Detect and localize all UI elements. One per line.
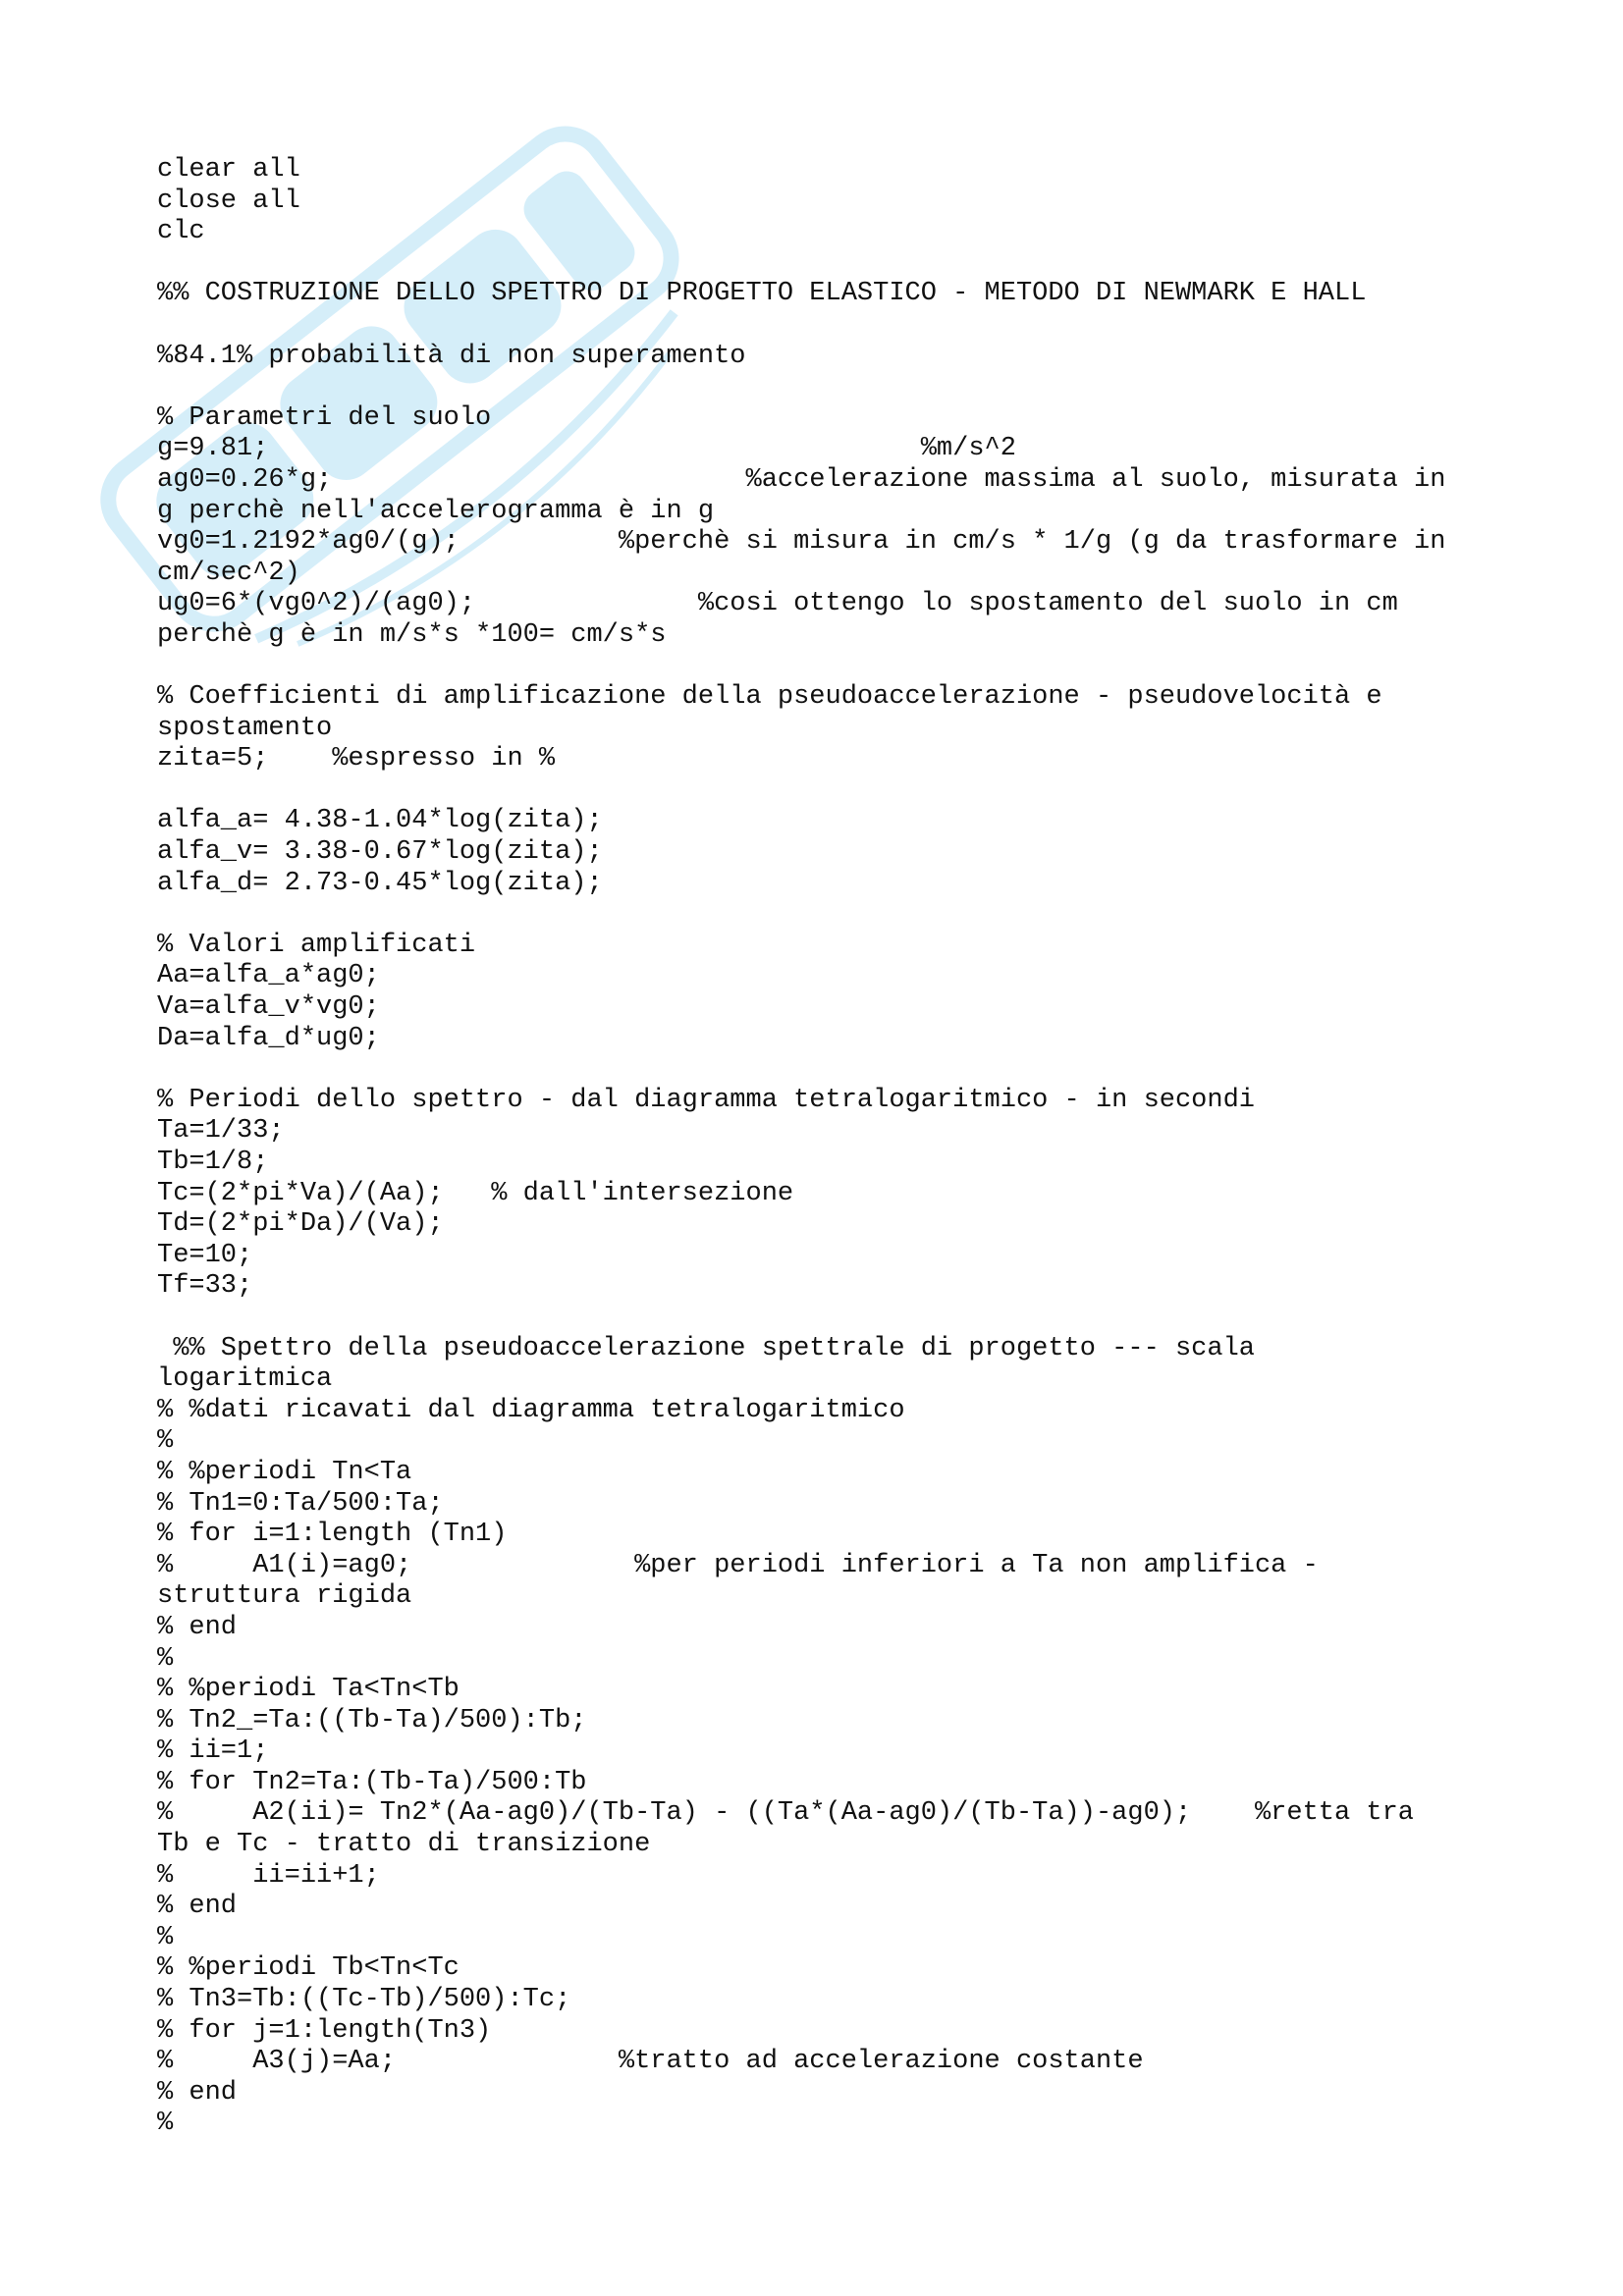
code-line: % %periodi Tn<Ta <box>157 1457 412 1487</box>
code-line: % A2(ii)= Tn2*(Aa-ag0)/(Tb-Ta) - ((Ta*(Aa-ag0)/(Tb-Ta))-ag0); %retta tra <box>157 1798 1415 1829</box>
code-line: Va=alfa_v*vg0; <box>157 992 380 1023</box>
code-line: zita=5; %espresso in % <box>157 744 556 774</box>
code-line <box>157 899 1492 931</box>
code-line: % Coefficienti di amplificazione della pseudoaccelerazione - pseudovelocità e <box>157 682 1382 713</box>
code-line: perchè g è in m/s*s *100= cm/s*s <box>157 619 667 650</box>
code-line <box>157 310 1492 342</box>
code-line: ag0=0.26*g; %accelerazione massima al suolo, misurata in <box>157 464 1446 495</box>
code-line: vg0=1.2192*ag0/(g); %perchè si misura in cm/s * 1/g (g da trasformare in <box>157 527 1446 558</box>
code-line: %% COSTRUZIONE DELLO SPETTRO DI PROGETTO ELASTICO - METODO DI NEWMARK E HALL <box>157 279 1367 309</box>
code-line <box>157 1054 1492 1086</box>
code-line: % Parametri del suolo <box>157 402 492 433</box>
code-line: % %periodi Tb<Tn<Tc <box>157 1953 460 1984</box>
code-line: Tf=33; <box>157 1271 253 1302</box>
code-line: % %periodi Ta<Tn<Tb <box>157 1675 460 1705</box>
code-line: % <box>157 1426 174 1457</box>
code-line: % end <box>157 1612 238 1642</box>
code-line: % ii=ii+1; <box>157 1860 380 1891</box>
code-line <box>157 1303 1492 1334</box>
code-line: %% Spettro della pseudoaccelerazione spettrale di progetto --- scala <box>157 1333 1255 1363</box>
code-line: ug0=6*(vg0^2)/(ag0); %cosi ottengo lo spostamento del suolo in cm <box>157 589 1398 619</box>
code-line: % for i=1:length (Tn1) <box>157 1520 508 1550</box>
code-line: Td=(2*pi*Da)/(Va); <box>157 1209 444 1240</box>
code-line: % <box>157 1643 174 1674</box>
code-line <box>157 372 1492 403</box>
code-line: %84.1% probabilità di non superamento <box>157 341 746 371</box>
code-line <box>157 775 1492 807</box>
code-line <box>157 248 1492 280</box>
code-line: % <box>157 2109 174 2139</box>
code-line <box>157 652 1492 683</box>
code-line: g=9.81; %m/s^2 <box>157 434 1016 464</box>
code-line: Aa=alfa_a*ag0; <box>157 961 380 991</box>
code-line: spostamento <box>157 713 333 743</box>
code-line: % for Tn2=Ta:(Tb-Ta)/500:Tb <box>157 1767 587 1797</box>
code-line: alfa_d= 2.73-0.45*log(zita); <box>157 868 603 898</box>
code-line: % A1(i)=ag0; %per periodi inferiori a Ta non amplifica - <box>157 1550 1319 1580</box>
code-line: % ii=1; <box>157 1736 269 1767</box>
code-line: Te=10; <box>157 1240 253 1270</box>
code-line: % Valori amplificati <box>157 930 476 960</box>
code-line: clc <box>157 217 205 247</box>
code-line: g perchè nell'accelerogramma è in g <box>157 496 715 526</box>
code-line: alfa_v= 3.38-0.67*log(zita); <box>157 837 603 868</box>
code-line: % A3(j)=Aa; %tratto ad accelerazione costante <box>157 2047 1144 2077</box>
code-line: % %dati ricavati dal diagramma tetralogaritmico <box>157 1395 905 1425</box>
code-line: Ta=1/33; <box>157 1116 285 1147</box>
code-line: % Periodi dello spettro - dal diagramma tetralogaritmico - in secondi <box>157 1085 1255 1115</box>
matlab-code-listing <box>157 155 1492 2140</box>
code-line: Tc=(2*pi*Va)/(Aa); % dall'intersezione <box>157 1178 794 1208</box>
code-line: clear all <box>157 155 300 185</box>
code-line: Da=alfa_d*ug0; <box>157 1023 380 1053</box>
code-line: Tb e Tc - tratto di transizione <box>157 1830 651 1860</box>
code-line: struttura rigida <box>157 1581 412 1612</box>
code-line: % <box>157 1922 174 1952</box>
code-line: cm/sec^2) <box>157 558 300 588</box>
code-line: % Tn3=Tb:((Tc-Tb)/500):Tc; <box>157 1985 571 2015</box>
code-line: close all <box>157 186 300 216</box>
code-line: % end <box>157 2077 238 2108</box>
code-line: % Tn2_=Ta:((Tb-Ta)/500):Tb; <box>157 1705 587 1735</box>
code-line: Tb=1/8; <box>157 1148 269 1177</box>
code-line: logaritmica <box>157 1364 333 1395</box>
code-line: % end <box>157 1892 238 1922</box>
code-line: alfa_a= 4.38-1.04*log(zita); <box>157 806 603 836</box>
code-line: % for j=1:length(Tn3) <box>157 2015 492 2046</box>
code-line: % Tn1=0:Ta/500:Ta; <box>157 1488 444 1519</box>
